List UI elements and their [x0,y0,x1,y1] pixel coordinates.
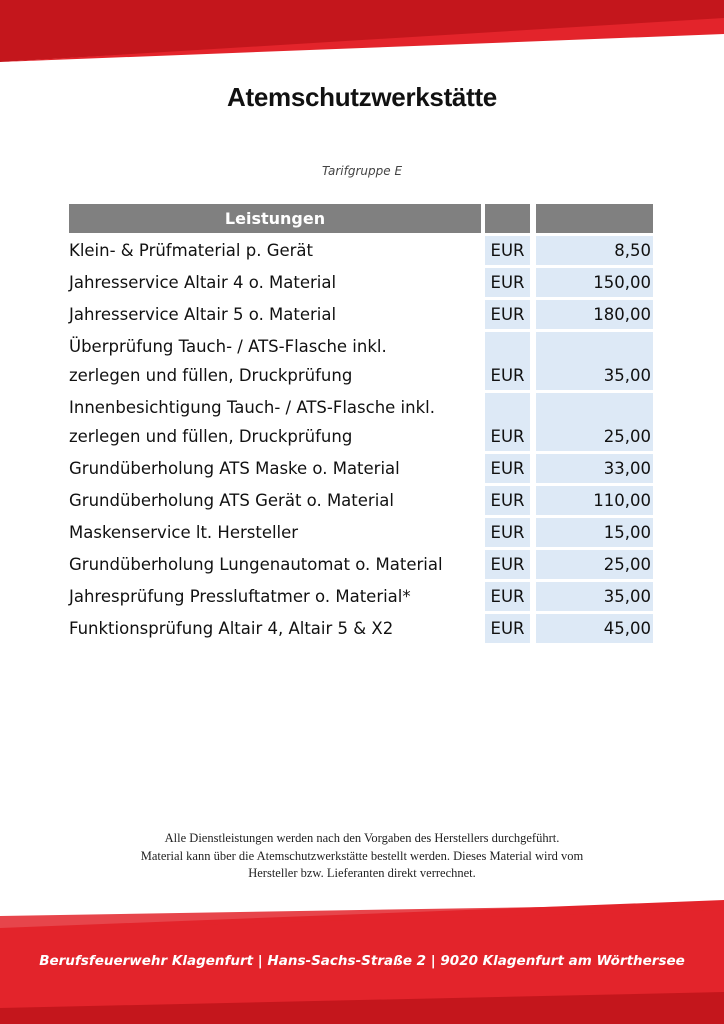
service-line: Jahresprüfung Pressluftatmer o. Material* [69,587,411,606]
price-header [536,204,653,233]
services-header: Leistungen [69,204,481,233]
tariff-group: Tarifgruppe E [321,164,403,178]
currency-cell: EUR [485,393,530,451]
service-description [69,454,481,483]
table-row [69,518,653,547]
service-description [69,236,481,265]
service-line: Jahresservice Altair 5 o. Material [69,305,337,324]
service-line: Grundüberholung ATS Maske o. Material [69,459,400,478]
price-cell: 33,00 [536,454,653,483]
currency-cell: EUR [485,268,530,297]
price-cell: 180,00 [536,300,653,329]
price-cell: 35,00 [536,582,653,611]
currency-cell: EUR [485,614,530,643]
top-banner [0,0,724,64]
service-line: zerlegen und füllen, Druckprüfung [69,366,353,385]
table-header [69,204,653,233]
currency-cell: EUR [485,236,530,265]
service-line: Jahresservice Altair 4 o. Material [69,273,337,292]
footnote [0,830,724,883]
price-cell: 25,00 [536,550,653,579]
table-row [69,236,653,265]
page-title: Atemschutzwerkstätte [227,82,497,112]
table-row [69,486,653,515]
service-description [69,518,481,547]
price-cell: 8,50 [536,236,653,265]
currency-cell: EUR [485,486,530,515]
table-row [69,268,653,297]
service-line: Innenbesichtigung Tauch- / ATS-Flasche inkl. [69,398,435,417]
price-cell: 25,00 [536,393,653,451]
footer-address: Berufsfeuerwehr Klagenfurt | Hans-Sachs-Straße 2 | 9020 Klagenfurt am Wörthersee [39,953,685,969]
currency-header [485,204,530,233]
footnote-line: Material kann über die Atemschutzwerkstätte bestellt werden. Dieses Material wird vom [140,848,584,863]
table-row [69,614,653,643]
table-row [69,300,653,329]
currency-cell: EUR [485,454,530,483]
price-table [69,204,653,643]
footnote-line: Hersteller bzw. Lieferanten direkt verrechnet. [248,866,476,880]
service-line: Klein- & Prüfmaterial p. Gerät [69,241,313,260]
currency-cell: EUR [485,518,530,547]
service-description [69,393,481,451]
currency-cell: EUR [485,300,530,329]
table-row [69,393,653,451]
table-row [69,454,653,483]
price-cell: 150,00 [536,268,653,297]
table-row [69,582,653,611]
price-cell: 15,00 [536,518,653,547]
service-description [69,582,481,611]
service-line: Grundüberholung Lungenautomat o. Material [69,555,443,574]
price-cell: 45,00 [536,614,653,643]
table-body [69,236,653,643]
service-description [69,332,481,390]
price-cell: 110,00 [536,486,653,515]
service-description [69,486,481,515]
service-description [69,550,481,579]
service-description [69,300,481,329]
service-description [69,614,481,643]
service-line: Grundüberholung ATS Gerät o. Material [69,491,394,510]
service-description [69,268,481,297]
table-row [69,550,653,579]
service-line: zerlegen und füllen, Druckprüfung [69,427,353,446]
service-line: Funktionsprüfung Altair 4, Altair 5 & X2 [69,619,394,638]
table-row [69,332,653,390]
currency-cell: EUR [485,332,530,390]
service-line: Maskenservice lt. Hersteller [69,523,299,542]
footnote-line: Alle Dienstleistungen werden nach den Vorgaben des Herstellers durchgeführt. [164,831,560,845]
price-cell: 35,00 [536,332,653,390]
service-line: Überprüfung Tauch- / ATS-Flasche inkl. [69,337,387,356]
currency-cell: EUR [485,582,530,611]
currency-cell: EUR [485,550,530,579]
